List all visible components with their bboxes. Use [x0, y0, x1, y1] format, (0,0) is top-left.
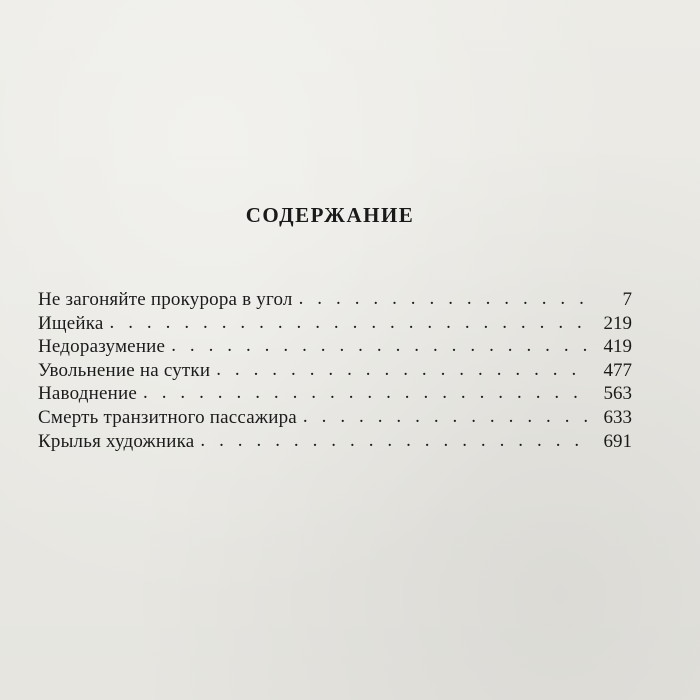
- dot-leader: [171, 334, 590, 358]
- dot-leader: [143, 381, 590, 405]
- toc-entry: [38, 430, 632, 454]
- toc-page-number: 691: [603, 430, 632, 452]
- toc-page-number: 219: [603, 312, 632, 334]
- toc-entry-title: Увольнение на сутки: [38, 359, 211, 381]
- toc-entry: [38, 288, 632, 312]
- dot-leader: [200, 429, 590, 453]
- toc-entry-title: Не загоняйте прокурора в угол: [38, 289, 293, 310]
- toc-entry: [38, 406, 632, 430]
- toc-entry: [38, 312, 632, 336]
- table-of-contents: [38, 288, 632, 453]
- dot-leader: [216, 358, 590, 382]
- toc-entry: [38, 359, 632, 383]
- toc-entry-title: Недоразумение: [38, 336, 166, 358]
- toc-page-number: 563: [603, 383, 632, 405]
- toc-page-number: 633: [603, 406, 632, 428]
- toc-page-number: 419: [603, 336, 632, 358]
- toc-heading: СОДЕРЖАНИЕ: [245, 203, 415, 227]
- dot-leader: [110, 311, 590, 335]
- toc-entry-title: Крылья художника: [38, 430, 195, 452]
- toc-entry: [38, 382, 632, 406]
- toc-entry-title: Смерть транзитного пассажира: [38, 406, 297, 428]
- toc-page-number: 477: [603, 359, 632, 381]
- toc-entry-title: Наводнение: [38, 383, 137, 405]
- toc-entry-title: Ищейка: [38, 312, 104, 334]
- toc-page-number: 7: [622, 289, 632, 310]
- dot-leader: [303, 405, 590, 429]
- dot-leader: [299, 287, 590, 311]
- toc-entry: [38, 335, 632, 359]
